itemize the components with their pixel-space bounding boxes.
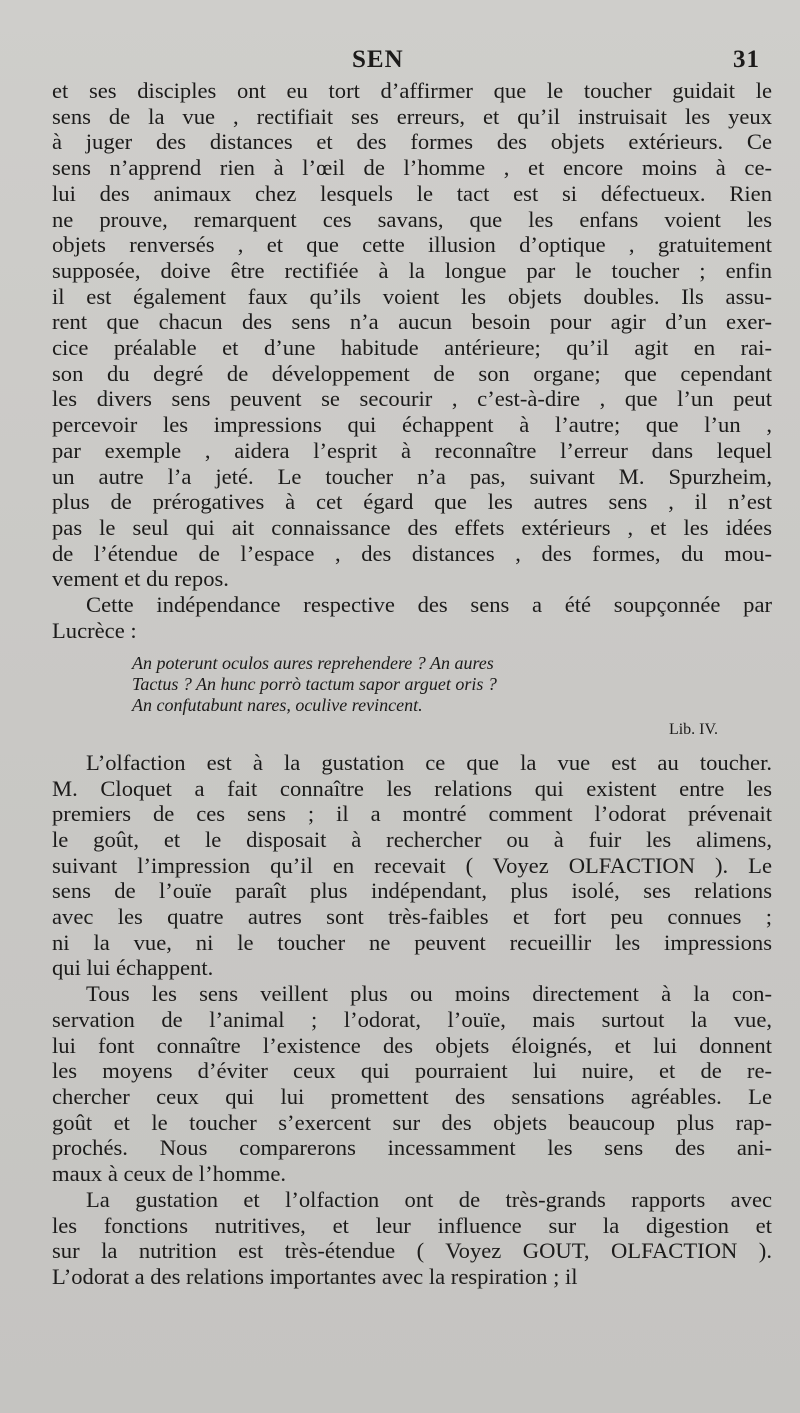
- text-line: qui lui échappent.: [52, 955, 214, 981]
- text-line: supposée, doive être rectifiée à la longue par le toucher ; enfin: [52, 257, 772, 283]
- quote-line: An confutabunt nares, oculive revincent.: [132, 695, 423, 716]
- paragraph: [52, 1187, 772, 1290]
- running-head: [52, 46, 772, 78]
- text-line: objets renversés , et que cette illusion d’optique , gratuitement: [52, 232, 772, 258]
- text-line: plus de prérogatives à cet égard que les autres sens , il n’est: [52, 489, 772, 515]
- text-line: ni la vue, ni le toucher ne peuvent recueillir les impressions: [52, 929, 772, 955]
- quote-line: Tactus ? An hunc porrò tactum sapor arguet oris ?: [132, 674, 497, 695]
- text-line: ne prouve, remarquent ces savans, que les enfans voient les: [52, 206, 772, 232]
- text-line: le goût, et le disposait à rechercher ou à fuir les alimens,: [52, 826, 772, 852]
- text-line: les moyens d’éviter ceux qui pourraient lui nuire, et de re-: [52, 1058, 772, 1084]
- body-text-part-1: [52, 78, 772, 643]
- text-line: sur la nutrition est très-étendue ( Voyez GOUT, OLFACTION ).: [52, 1238, 772, 1264]
- text-line: les fonctions nutritives, et leur influence sur la digestion et: [52, 1212, 772, 1238]
- text-line: lui des animaux chez lesquels le tact est si défectueux. Rien: [52, 180, 772, 206]
- text-line: servation de l’animal ; l’odorat, l’ouïe, mais surtout la vue,: [52, 1006, 772, 1032]
- text-line: et ses disciples ont eu tort d’affirmer que le toucher guidait le: [52, 78, 772, 103]
- body-text-part-2: [52, 750, 772, 1290]
- text-line: à juger des distances et des formes des objets extérieurs. Ce: [52, 129, 772, 155]
- quotation-source: Lib. IV.: [668, 720, 718, 738]
- text-line: percevoir les impressions qui échappent à l’autre; que l’un ,: [52, 412, 772, 438]
- text-line: avec les quatre autres sont très-faibles et fort peu connues ;: [52, 904, 772, 930]
- paragraph: [52, 592, 772, 643]
- text-line: son du degré de développement de son organe; que cependant: [52, 360, 772, 386]
- text-line: sens de la vue , rectifiait ses erreurs, et qu’il instruisait les yeux: [52, 103, 772, 129]
- text-line: La gustation et l’olfaction ont de très-grands rapports avec: [86, 1186, 772, 1212]
- text-line: Tous les sens veillent plus ou moins directement à la con-: [86, 981, 772, 1007]
- text-line: L’odorat a des relations importantes avec la respiration ; il: [52, 1263, 578, 1289]
- page-number: 31: [733, 46, 760, 73]
- paragraph: [52, 981, 772, 1187]
- text-line: suivant l’impression qu’il en recevait ( Voyez OLFACTION ). Le: [52, 852, 772, 878]
- text-line: un autre l’a jeté. Le toucher n’a pas, suivant M. Spurzheim,: [52, 463, 772, 489]
- text-line: prochés. Nous comparerons incessamment les sens des ani-: [52, 1135, 772, 1161]
- text-line: vement et du repos.: [52, 566, 229, 592]
- text-line: lui font connaître l’existence des objets éloignés, et lui donnent: [52, 1032, 772, 1058]
- text-line: sens n’apprend rien à l’œil de l’homme , et encore moins à ce-: [52, 155, 772, 181]
- text-line: Cette indépendance respective des sens a été soupçonnée par: [86, 592, 772, 618]
- paragraph: [52, 750, 772, 981]
- text-line: chercher ceux qui lui promettent des sensations agréables. Le: [52, 1084, 772, 1109]
- text-line: L’olfaction est à la gustation ce que la vue est au toucher.: [86, 749, 772, 775]
- text-line: maux à ceux de l’homme.: [52, 1161, 287, 1187]
- text-line: M. Cloquet a fait connaître les relations qui existent entre les: [52, 775, 772, 801]
- text-line: rent que chacun des sens n’a aucun besoin pour agir d’un exer-: [52, 309, 772, 335]
- text-line: les divers sens peuvent se secourir , c’est-à-dire , que l’un peut: [52, 386, 772, 412]
- text-line: premiers de ces sens ; il a montré comment l’odorat prévenait: [52, 801, 772, 827]
- text-line: par exemple , aidera l’esprit à reconnaître l’erreur dans lequel: [52, 437, 772, 463]
- text-line: sens de l’ouïe paraît plus indépendant, plus isolé, ses relations: [52, 878, 772, 904]
- latin-quotation: [132, 653, 772, 715]
- text-line: goût et le toucher s’exercent sur des objets beaucoup plus rap-: [52, 1109, 772, 1135]
- running-head-title: SEN: [352, 46, 404, 73]
- text-line: de l’étendue de l’espace , des distances , des formes, du mou-: [52, 540, 772, 566]
- paragraph: [52, 78, 772, 592]
- text-line: cice préalable et d’une habitude antérieure; qu’il agit en rai-: [52, 335, 772, 361]
- text-line: Lucrèce :: [52, 617, 137, 643]
- text-line: il est également faux qu’ils voient les objets doubles. Ils assu-: [52, 283, 772, 309]
- quote-line: An poterunt oculos aures reprehendere ? An aures: [132, 653, 494, 674]
- text-line: pas le seul qui ait connaissance des effets extérieurs , et les idées: [52, 514, 772, 540]
